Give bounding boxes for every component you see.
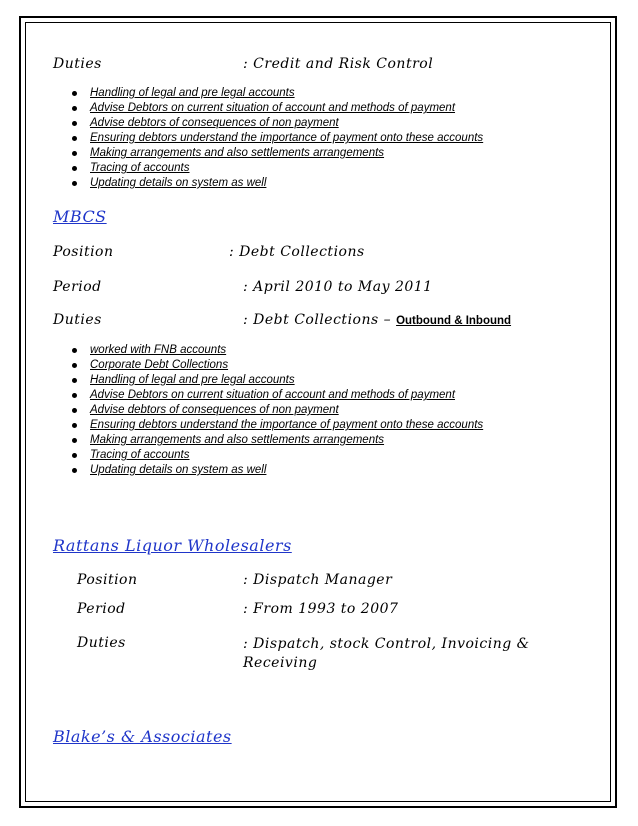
duties-list-1: [60, 86, 483, 191]
list-item: Updating details on system as well: [60, 176, 483, 191]
period-value: : April 2010 to May 2011: [243, 279, 433, 295]
list-item: Handling of legal and pre legal accounts: [60, 373, 483, 388]
position-value: : Dispatch Manager: [243, 572, 393, 588]
duties-label: Duties: [77, 635, 126, 651]
bullet-icon: [72, 453, 77, 458]
list-item: worked with FNB accounts: [60, 343, 483, 358]
bullet-icon: [72, 363, 77, 368]
bullet-icon: [72, 91, 77, 96]
position-label: Position: [77, 572, 138, 588]
duties-value: : Credit and Risk Control: [243, 56, 434, 72]
position-value: : Debt Collections: [229, 244, 365, 260]
bullet-icon: [72, 151, 77, 156]
duties-value: : Debt Collections –: [243, 312, 392, 328]
bullet-icon: [72, 181, 77, 186]
bullet-icon: [72, 438, 77, 443]
period-label: Period: [77, 601, 126, 617]
bullet-icon: [72, 121, 77, 126]
list-item: Tracing of accounts: [60, 161, 483, 176]
period-value: : From 1993 to 2007: [243, 601, 399, 617]
company-heading-blakes: Blake’s & Associates: [53, 727, 232, 746]
duties-value: : Dispatch, stock Control, Invoicing & Receiving: [243, 636, 530, 671]
list-item: Tracing of accounts: [60, 448, 483, 463]
list-item: Advise debtors of consequences of non payment: [60, 116, 483, 131]
bullet-icon: [72, 423, 77, 428]
list-item: Making arrangements and also settlements arrangements: [60, 146, 483, 161]
company-heading-mbcs: MBCS: [53, 207, 107, 226]
position-label: Position: [53, 244, 114, 260]
bullet-icon: [72, 468, 77, 473]
bullet-icon: [72, 106, 77, 111]
bullet-icon: [72, 348, 77, 353]
list-item: Making arrangements and also settlements arrangements: [60, 433, 483, 448]
duties-label: Duties: [53, 56, 102, 72]
list-item: Ensuring debtors understand the importance of payment onto these accounts: [60, 418, 483, 433]
list-item: Updating details on system as well: [60, 463, 483, 478]
list-item: Advise debtors of consequences of non payment: [60, 403, 483, 418]
bullet-icon: [72, 408, 77, 413]
list-item: Corporate Debt Collections: [60, 358, 483, 373]
list-item: Advise Debtors on current situation of account and methods of payment: [60, 101, 483, 116]
duties-list-mbcs: [60, 343, 483, 478]
bullet-icon: [72, 393, 77, 398]
bullet-icon: [72, 378, 77, 383]
bullet-icon: [72, 136, 77, 141]
company-heading-rattans: Rattans Liquor Wholesalers: [53, 536, 292, 555]
duties-suffix: Outbound & Inbound: [396, 315, 512, 327]
duties-label: Duties: [53, 312, 102, 328]
list-item: Ensuring debtors understand the importance of payment onto these accounts: [60, 131, 483, 146]
list-item: Advise Debtors on current situation of account and methods of payment: [60, 388, 483, 403]
list-item: Handling of legal and pre legal accounts: [60, 86, 483, 101]
bullet-icon: [72, 166, 77, 171]
period-label: Period: [53, 279, 102, 295]
